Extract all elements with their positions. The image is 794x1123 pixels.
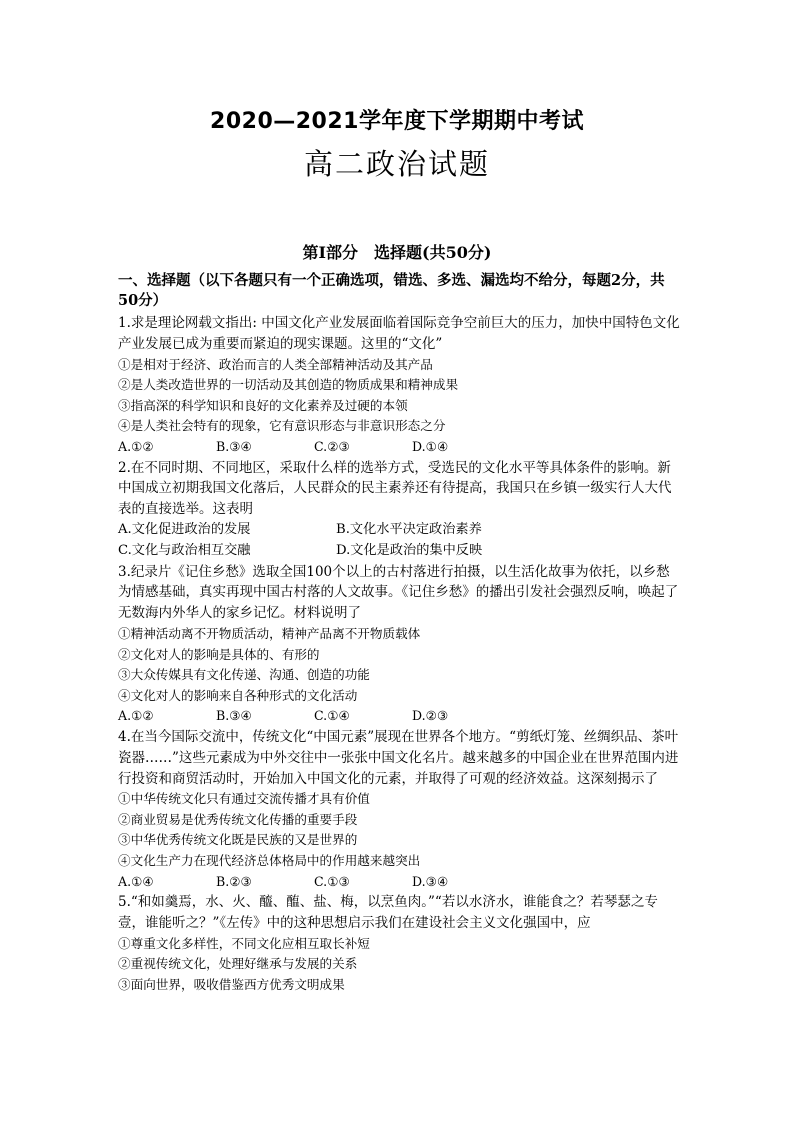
choice-d: D.②③	[412, 708, 449, 724]
choice-d: D.①④	[412, 438, 449, 454]
question-stem: 3.纪录片《记住乡愁》选取全国100个以上的古村落进行拍摄，以生活化故事为依托，以乡愁为情感基础，真实再现中国古村落的人文故事。《记住乡愁》的播出引发社会强烈反响，唤起了无数海内外华人的家乡记忆。材料说明了	[118, 563, 679, 622]
section-instruction: 一、选择题（以下各题只有一个正确选项，错选、多选、漏选均不给分，每题2分，共50分）	[118, 272, 665, 309]
statement-option: ④文化对人的影响来自各种形式的文化活动	[118, 687, 358, 703]
choice-c: C.文化与政治相互交融	[118, 542, 251, 558]
question-1	[118, 313, 680, 458]
choice-b: B.文化水平决定政治素养	[336, 521, 482, 537]
answer-choices	[118, 706, 680, 727]
question-stem: 2.在不同时期、不同地区，采取什么样的选举方式，受选民的文化水平等具体条件的影响。新中国成立初期我国文化落后，人民群众的民主素养还有待提高，我国只在乡镇一级实行人大代表的直接选举。这表明	[118, 459, 672, 518]
answer-choices	[118, 872, 680, 893]
statement-option: ③面向世界，吸收借鉴西方优秀文明成果	[118, 977, 345, 993]
choice-c: C.②③	[314, 438, 350, 454]
statement-option: ③大众传媒具有文化传递、沟通、创造的功能	[118, 667, 370, 683]
choice-c: C.①④	[314, 708, 350, 724]
question-2	[118, 458, 680, 562]
statement-option: ④是人类社会特有的现象，它有意识形态与非意识形态之分	[118, 418, 446, 434]
question-stem: 5.“和如羹焉，水、火、醯、醢、盐、梅，以烹鱼肉。”“若以水济水，谁能食之？若琴瑟之专壹，谁能听之？”《左传》中的这种思想启示我们在建设社会主义文化强国中，应	[118, 894, 658, 932]
answer-choices	[118, 520, 680, 562]
choice-c: C.①③	[314, 873, 350, 889]
choice-a: A.①②	[118, 708, 154, 724]
choice-d: D.文化是政治的集中反映	[336, 542, 483, 558]
question-stem: 4.在当今国际交流中，传统文化“中国元素”展现在世界各个地方。“剪纸灯笼、丝绸织品、茶叶瓷器……”这些元素成为中外交往中一张张中国文化名片。越来越多的中国企业在世界范围内进行投资和商贸活动时，开始加入中国文化的元素，并取得了可观的经济效益。这深刻揭示了	[118, 728, 679, 787]
question-stem: 1.求是理论网载文指出: 中国文化产业发展面临着国际竞争空前巨大的压力，加快中国特色文化产业发展已成为重要而紧迫的现实课题。这里的“文化”	[118, 315, 680, 352]
statement-option: ④文化生产力在现代经济总体格局中的作用越来越突出	[118, 853, 421, 869]
choice-b: B.③④	[216, 708, 252, 724]
statement-option: ①是相对于经济、政治而言的人类全部精神活动及其产品	[118, 356, 433, 372]
part-title: 第Ⅰ部分 选择题(共50分)	[302, 243, 492, 262]
statement-option: ③中华优秀传统文化既是民族的又是世界的	[118, 832, 358, 848]
statement-option: ①尊重文化多样性，不同文化应相互取长补短	[118, 935, 370, 951]
choice-a: A.①②	[118, 438, 154, 454]
question-content	[118, 271, 680, 996]
statement-option: ①中华传统文化只有通过交流传播才具有价值	[118, 791, 370, 807]
choice-b: B.③④	[216, 438, 252, 454]
exam-subject-title: 高二政治试题	[303, 147, 490, 181]
statement-option: ②是人类改造世界的一切活动及其创造的物质成果和精神成果	[118, 377, 459, 393]
statement-option: ②重视传统文化，处理好继承与发展的关系	[118, 956, 358, 972]
exam-title: 2020—2021学年度下学期期中考试	[210, 109, 584, 134]
question-5	[118, 892, 680, 995]
choice-a: A.文化促进政治的发展	[118, 521, 251, 537]
statement-option: ③指高深的科学知识和良好的文化素养及过硬的本领	[118, 397, 408, 413]
question-4	[118, 727, 680, 892]
question-3	[118, 562, 680, 727]
choice-a: A.①④	[118, 873, 154, 889]
choice-b: B.②③	[216, 873, 252, 889]
statement-option: ①精神活动离不开物质活动，精神产品离不开物质载体	[118, 625, 421, 641]
choice-d: D.③④	[412, 873, 449, 889]
answer-choices	[118, 437, 680, 458]
statement-option: ②商业贸易是优秀传统文化传播的重要手段	[118, 811, 358, 827]
statement-option: ②文化对人的影响是具体的、有形的	[118, 646, 320, 662]
